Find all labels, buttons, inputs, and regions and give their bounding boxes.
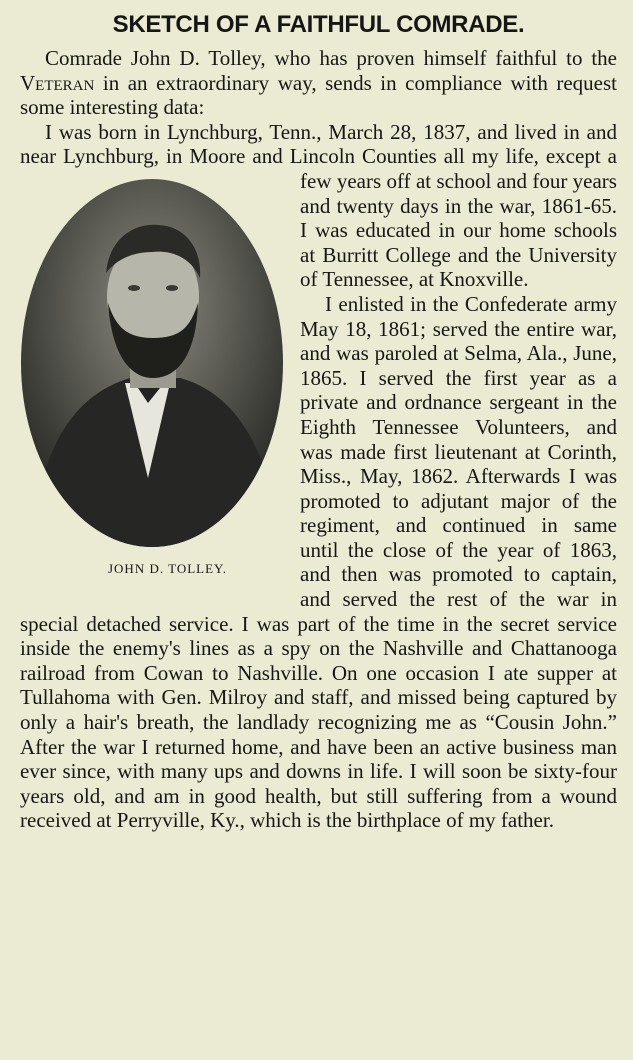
article-body <box>20 46 617 833</box>
veteran-name: Veteran <box>20 70 95 95</box>
paragraph-1-part-b: school and four years and twenty days in the war, 1861-65. I was educated in our home schools at Burritt College and the University of Tennessee, at Knoxville. <box>300 168 617 292</box>
portrait-caption: JOHN D. TOLLEY. <box>107 560 227 576</box>
article-title: SKETCH OF A FAITHFUL COMRADE. <box>112 11 525 38</box>
portrait-photo <box>20 178 284 548</box>
paragraph-1-part-a: I was born in Lynchburg, Tenn., March 28, 1837, and lived in and near Lynchburg, in Moore and Lincoln Counties all my life, except a few years off at <box>20 119 617 193</box>
intro-text-after: in an extraordinary way, sends in compliance with request some interesting data: <box>20 70 617 120</box>
body-paragraph-2: I enlisted in the Confederate army May 18, 1861; served the entire war, and was paroled at Selma, Ala., June, 1865. I served the first year as a private and ordnance sergeant in the Eighth Tennessee Volunteers, and was made first lieutenant at Corinth, Miss., May, 1862. Afterwards I was promoted to adjutant major of the regiment, and continued in same until the close of the year of 1863, and then was promoted to captain, and served the rest of the war in special detached service. I was part of the time in the secret service inside the enemy's lines as a spy on the Nashville and Chattanooga railroad from Cowan to Nashville. On one occasion I ate supper at Tullahoma with Gen. Milroy and staff, and missed being captured by only a hair's breath, the landlady recognizing me as “Cousin John.” After the war I returned home, and have been an active business man ever since, with many ups and downs in life. I will soon be sixty-four years old, and am in good health, but still suffering from a wound received at Perryville, Ky., which is the birthplace of my father. <box>20 291 617 833</box>
portrait-figure <box>0 175 290 597</box>
intro-paragraph <box>20 46 617 120</box>
intro-text-before: Comrade John D. Tolley, who has proven himself faithful to the <box>45 46 617 70</box>
